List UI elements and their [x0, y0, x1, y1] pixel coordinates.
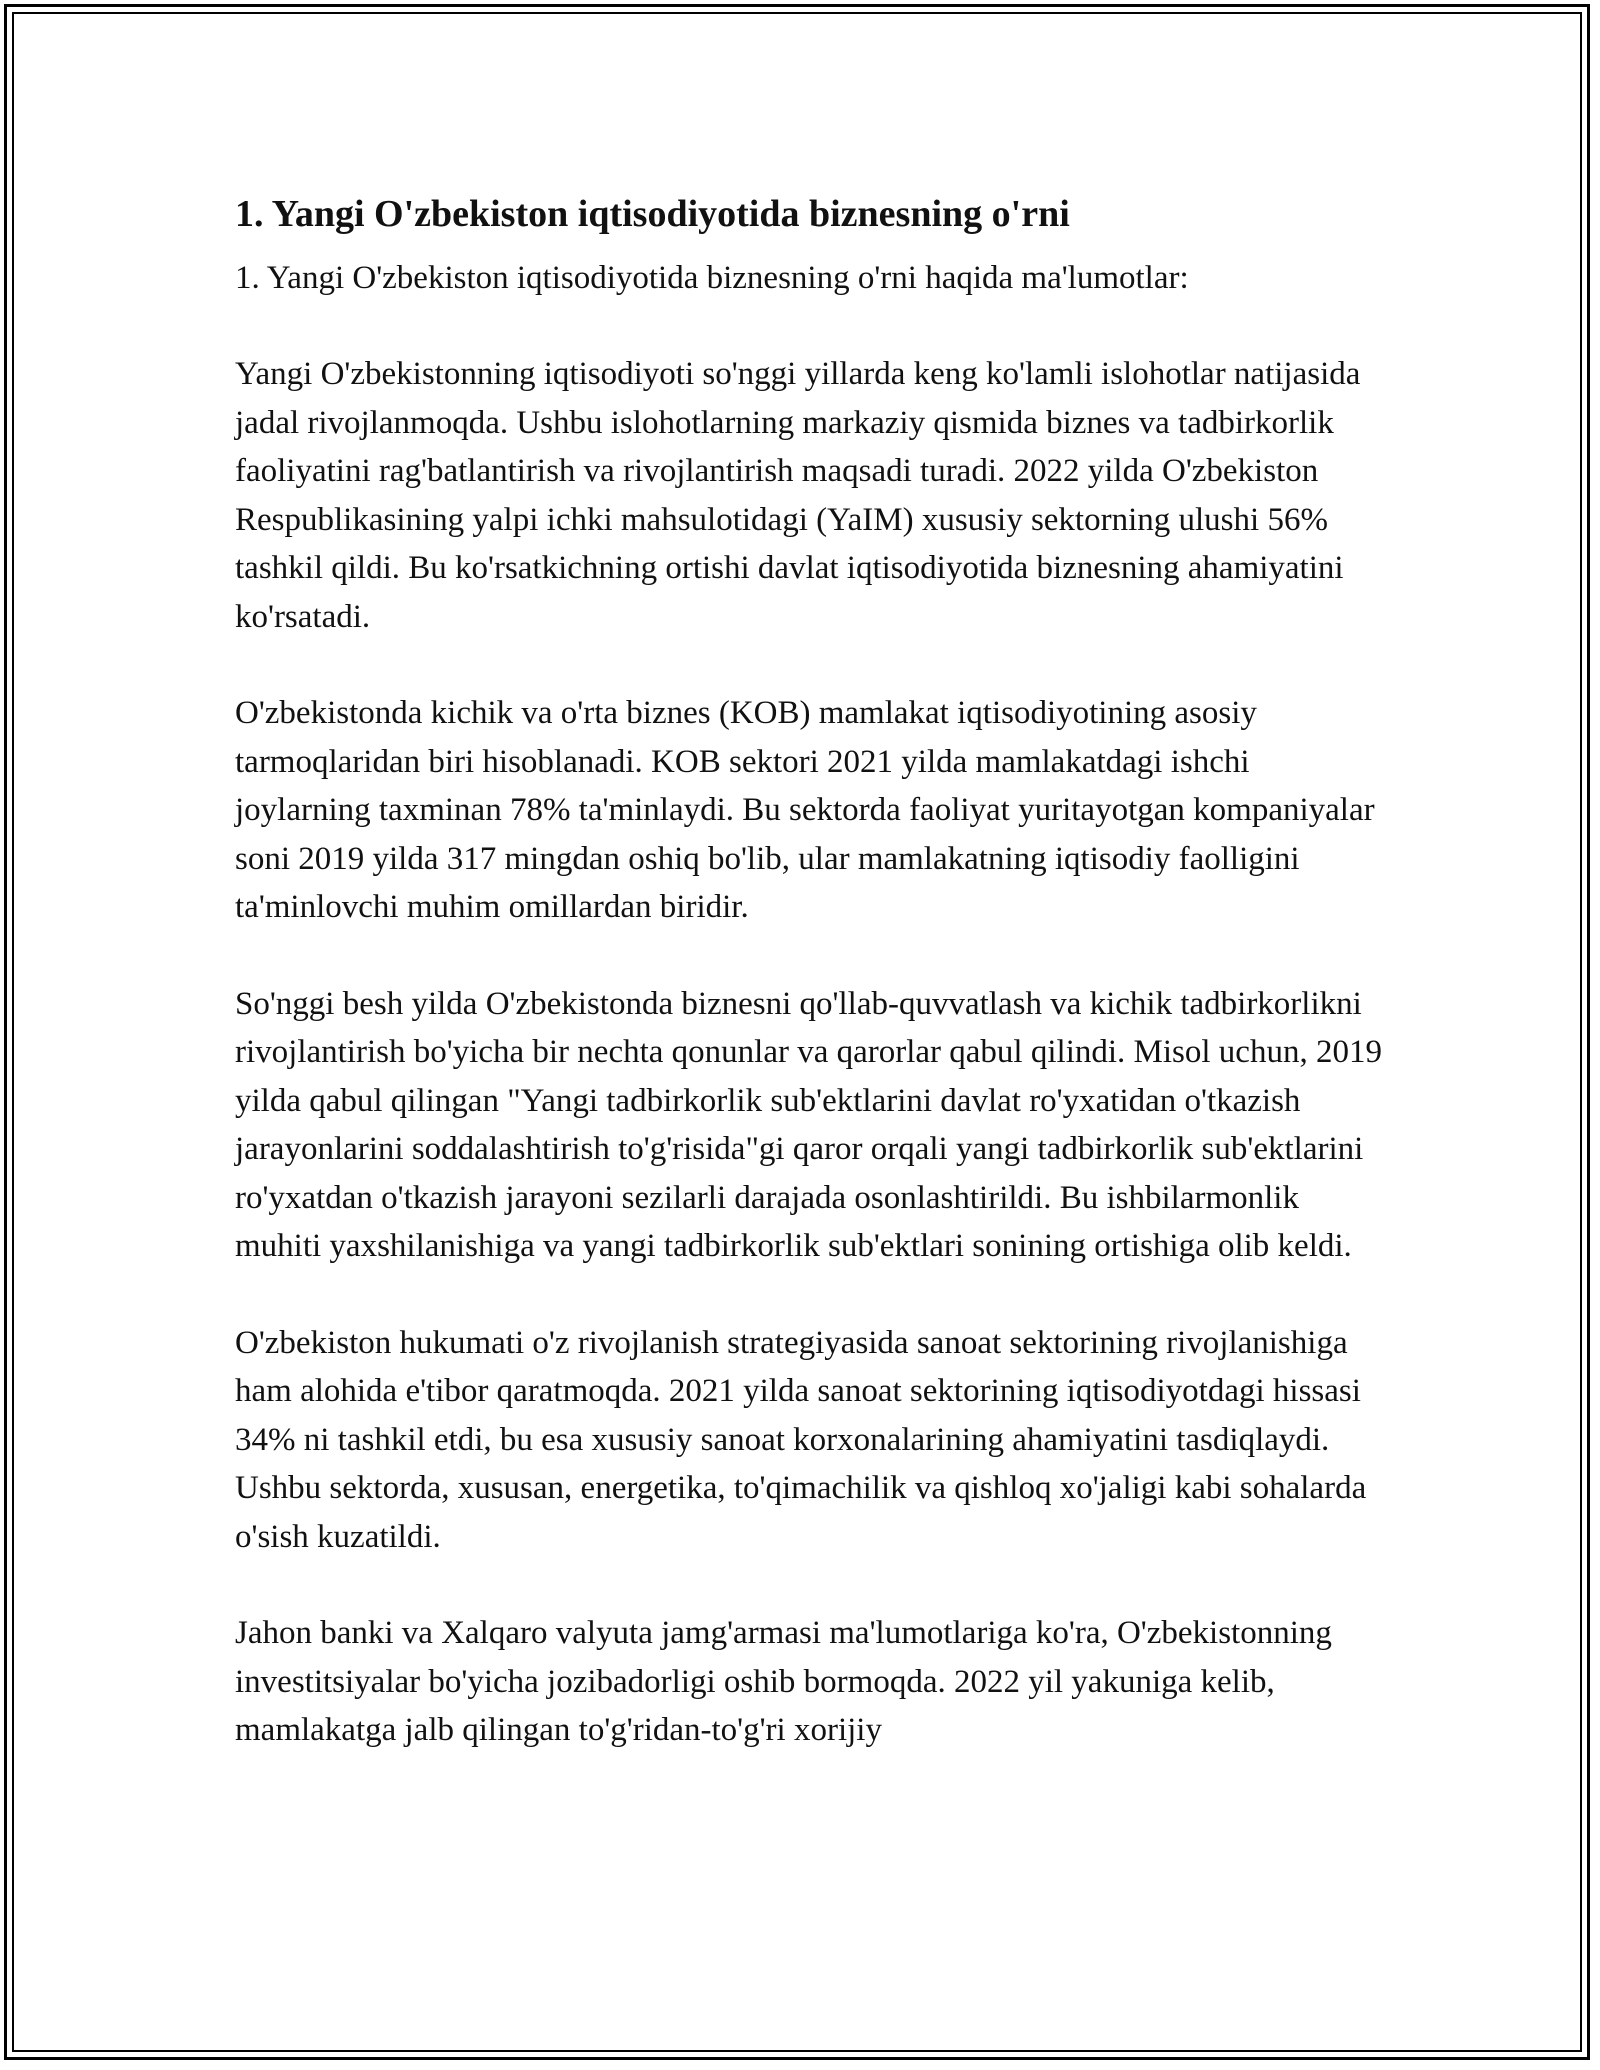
document-body: [235, 186, 1385, 1755]
paragraph-investment: Jahon banki va Xalqaro valyuta jamg'armasi ma'lumotlariga ko'ra, O'zbekistonning investitsiyalar bo'yicha jozibadorligi oshib bormoqda. 2022 yil yakuniga kelib, mamlakatga jalb qilingan to'g'ridan-to'g'ri xorijiy: [235, 1615, 1332, 1748]
intro-line: 1. Yangi O'zbekiston iqtisodiyotida biznesning o'rni haqida ma'lumotlar:: [235, 260, 1189, 296]
paragraph-industry-sector: O'zbekiston hukumati o'z rivojlanish strategiyasida sanoat sektorining rivojlanishiga ham alohida e'tibor qaratmoqda. 2021 yilda sanoat sektorining iqtisodiyotdagi hissasi 34% ni tashkil etdi, bu esa xususiy sanoat korxonalarining ahamiyatini tasdiqlaydi. Ushbu sektorda, xususan, energetika, to'qimachilik va qishloq xo'jaligi kabi sohalarda o'sish kuzatildi.: [235, 1324, 1367, 1555]
paragraph-legislation: So'nggi besh yilda O'zbekistonda biznesni qo'llab-quvvatlash va kichik tadbirkorlikni rivojlantirish bo'yicha bir nechta qonunlar va qarorlar qabul qilindi. Misol uchun, 2019 yilda qabul qilingan "Yangi tadbirkorlik sub'ektlarini davlat ro'yxatidan o'tkazish jarayonlarini soddalashtirish to'g'risida"gi qaror orqali yangi tadbirkorlik sub'ektlarini ro'yxatdan o'tkazish jarayoni sezilarli darajada osonlashtirildi. Bu ishbilarmonlik muhiti yaxshilanishiga va yangi tadbirkorlik sub'ektlari sonining ortishiga olib keldi.: [235, 985, 1382, 1264]
document-title: 1. Yangi O'zbekiston iqtisodiyotida biznesning o'rni: [235, 193, 1070, 235]
paragraph-small-medium-business: O'zbekistonda kichik va o'rta biznes (KOB) mamlakat iqtisodiyotining asosiy tarmoqlaridan biri hisoblanadi. KOB sektori 2021 yilda mamlakatdagi ishchi joylarning taxminan 78% ta'minlaydi. Bu sektorda faoliyat yuritayotgan kompaniyalar soni 2019 yilda 317 mingdan oshiq bo'lib, ular mamlakatning iqtisodiy faolligini ta'minlovchi muhim omillardan biridir.: [235, 695, 1375, 925]
paragraph-private-sector: Yangi O'zbekistonning iqtisodiyoti so'nggi yillarda keng ko'lamli islohotlar natijasida jadal rivojlanmoqda. Ushbu islohotlarning markaziy qismida biznes va tadbirkorlik faoliyatini rag'batlantirish va rivojlantirish maqsadi turadi. 2022 yilda O'zbekiston Respublikasining yalpi ichki mahsulotidagi (YaIM) xususiy sektorning ulushi 56% tashkil qildi. Bu ko'rsatkichning ortishi davlat iqtisodiyotida biznesning ahamiyatini ko'rsatadi.: [235, 356, 1361, 635]
